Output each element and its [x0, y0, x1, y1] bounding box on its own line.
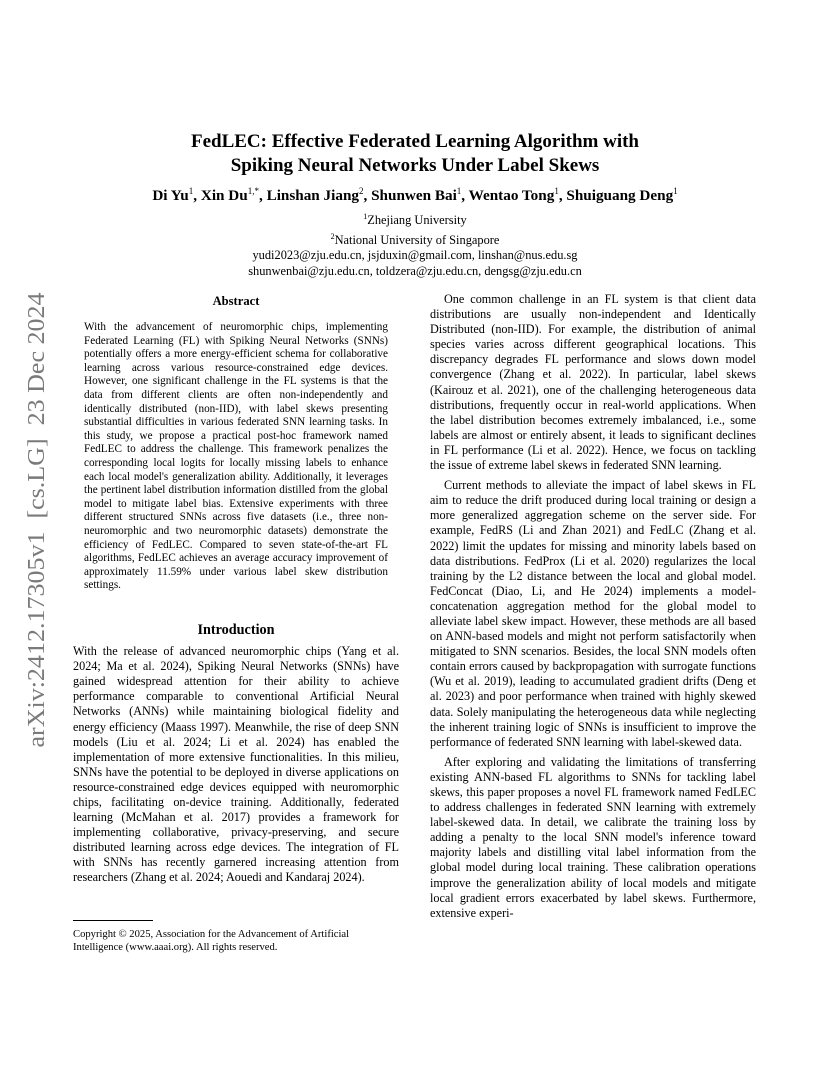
left-column	[73, 292, 399, 891]
email-line: yudi2023@zju.edu.cn, jsjduxin@gmail.com, linshan@nus.edu.sg	[252, 248, 578, 263]
author-name: Linshan Jiang	[266, 187, 360, 205]
arxiv-identifier-stamp	[14, 290, 54, 750]
author-name: Di Yu	[152, 187, 189, 205]
affiliation-name: National University of Singapore	[334, 232, 500, 247]
body-paragraph: Current methods to alleviate the impact of label skews in FL aim to reduce the drift produced during local training or design a more generalized aggregation scheme on the server side. For example, FedRS (Li and Zhan 2021) and FedLC (Zhang et al. 2022) limit the updates for missing and minority labels based on data distributions. FedProx (Li et al. 2020) regularizes the local training by the L2 distance between the local and global model. FedConcat (Diao, Li, and He 2024) implements a model-concatenation aggregation method for the global model to alleviate label skew impact. However, these methods are all based on ANN-based models and might not perform satisfactorily when mitigated to SNN scenarios. Besides, the local SNN models often contain errors caused by backpropagation with surrogate functions (Wu et al. 2019), leading to accumulated gradient drifts (Deng et al. 2023) and poor performance when trained with highly skewed data. Solely manipulating the heterogeneous data while neglecting the inherent training logic of SNNs is insufficient to improve the performance of federated SNN learning with label-skewed data.	[430, 478, 756, 749]
intro-paragraph: With the release of advanced neuromorphic chips (Yang et al. 2024; Ma et al. 2024), Spiking Neural Networks (SNNs) have gained widespread attention for their ability to achieve performance comparable to conventional Artificial Neural Networks (ANNs) while maintaining biological fidelity and energy efficiency (Maass 1997). Meanwhile, the rise of deep SNN models (Liu et al. 2024; Li et al. 2024) has enabled the implementation of more extensive functionalities. In this milieu, SNNs have the potential to be deployed in diverse applications on resource-constrained edge devices equipped with neuromorphic chips, facilitating on-device training. Additionally, federated learning (McMahan et al. 2017) provides a framework for implementing collaborative, privacy-preserving, and secure distributed learning across edge devices. The integration of FL with SNNs has recently garnered increasing attention from researchers (Zhang et al. 2024; Aouedi and Kandaraj 2024).	[73, 644, 399, 885]
abstract-heading: Abstract	[212, 294, 260, 308]
author-list: Di Yu$^1$, Xin $Du^{1,*}$, Linshan Jiang$^2$, Shunwen Bai$^1$, Wentao Tong$^1$, Shuiguang Deng$^1$	[152, 186, 678, 205]
affiliation-name: Zhejiang University	[367, 213, 467, 228]
author-affiliation-mark: 1	[673, 186, 678, 196]
author-affiliation-mark: 1	[554, 186, 559, 196]
author-name: Shunwen Bai	[371, 187, 457, 205]
email-line: shunwenbai@zju.edu.cn, toldzera@zju.edu.cn, dengsg@zju.edu.cn	[248, 263, 582, 278]
affiliation-mark: 2	[330, 231, 335, 241]
author-affiliation-mark: 1	[456, 186, 462, 196]
title-line: Spiking Neural Networks Under Label Skews	[230, 155, 600, 176]
author-affiliation-mark: 1	[188, 186, 194, 196]
author-affiliation-mark: 2	[359, 186, 364, 196]
affiliation	[150, 209, 680, 229]
author-name: Wentao Tong	[468, 187, 555, 205]
footnote-rule	[73, 920, 153, 921]
arxiv-stamp-text: arXiv:2412.17305v1 [cs.LG] 23 Dec 2024	[23, 318, 50, 748]
author-name: Xin Du	[200, 187, 248, 205]
affiliation-block	[150, 209, 680, 279]
author-affiliation-mark: 1,*	[247, 186, 259, 196]
right-column	[430, 292, 756, 926]
paper-title	[100, 130, 730, 178]
body-paragraph: One common challenge in an FL system is that client data distributions are usually non-independent and Identically Distributed (non-IID). For example, the distribution of animal species varies across different geographical locations. This discrepancy degrades FL performance and slows down model convergence (Zhang et al. 2022). In particular, label skews (Kairouz et al. 2021), one of the challenging heterogeneous data distributions, frequently occur in real-world applications. When the label distribution becomes extremely imbalanced, i.e., some labels are almost or entirely absent, it leads to significant declines in FL performance (Li et al. 2022). Hence, we focus on tackling the issue of extreme label skews in federated SNN learning.	[430, 292, 756, 473]
author-name: Shuiguang Deng	[566, 187, 674, 205]
copyright-notice: Copyright © 2025, Association for the Advancement of Artificial Intelligence (www.aaai.org). All rights reserved.	[73, 929, 350, 953]
affiliation	[150, 229, 680, 249]
abstract-body: With the advancement of neuromorphic chips, implementing Federated Learning (FL) with Spiking Neural Networks (SNNs) potentially offers a more energy-efficient schema for collaborative learning across various resource-constrained edge devices. However, one significant challenge in the FL systems is that the data from different clients are often non-independently and identically distributed (non-IID), with label skews presenting substantial difficulties in various federated SNN learning tasks. In this study, we propose a practical post-hoc framework named FedLEC to address the challenge. This framework penalizes the corresponding local logits for locally missing labels to enhance each local model's generalization ability. Additionally, it leverages the pertinent label distribution information distilled from the global model to mitigate label bias. Extensive experiments with three different structured SNNs across five datasets (i.e., three non-neuromorphic and two neuromorphic datasets) demonstrate the efficiency of FedLEC. Compared to seven state-of-the-art FL algorithms, FedLEC achieves an average accuracy improvement of approximately 11.59% under various label skew distribution settings.	[84, 321, 388, 592]
affiliation-mark: 1	[363, 212, 368, 221]
body-paragraph: After exploring and validating the limitations of transferring existing ANN-based FL algorithms to SNNs for tackling label skews, this paper proposes a novel FL framework named FedLEC to address challenges in federated SNN learning with extremely label-skewed data. In detail, we calibrate the training loss by adding a penalty to the local SNN model's inference toward majority labels and distilling vital label information from the global model during local training. These calibration operations improve the generalization ability of local models and mitigate local gradient errors exacerbated by label skews. Furthermore, extensive experi-	[430, 754, 756, 920]
introduction-heading: Introduction	[197, 621, 275, 638]
title-line: FedLEC: Effective Federated Learning Algorithm with	[190, 131, 639, 152]
